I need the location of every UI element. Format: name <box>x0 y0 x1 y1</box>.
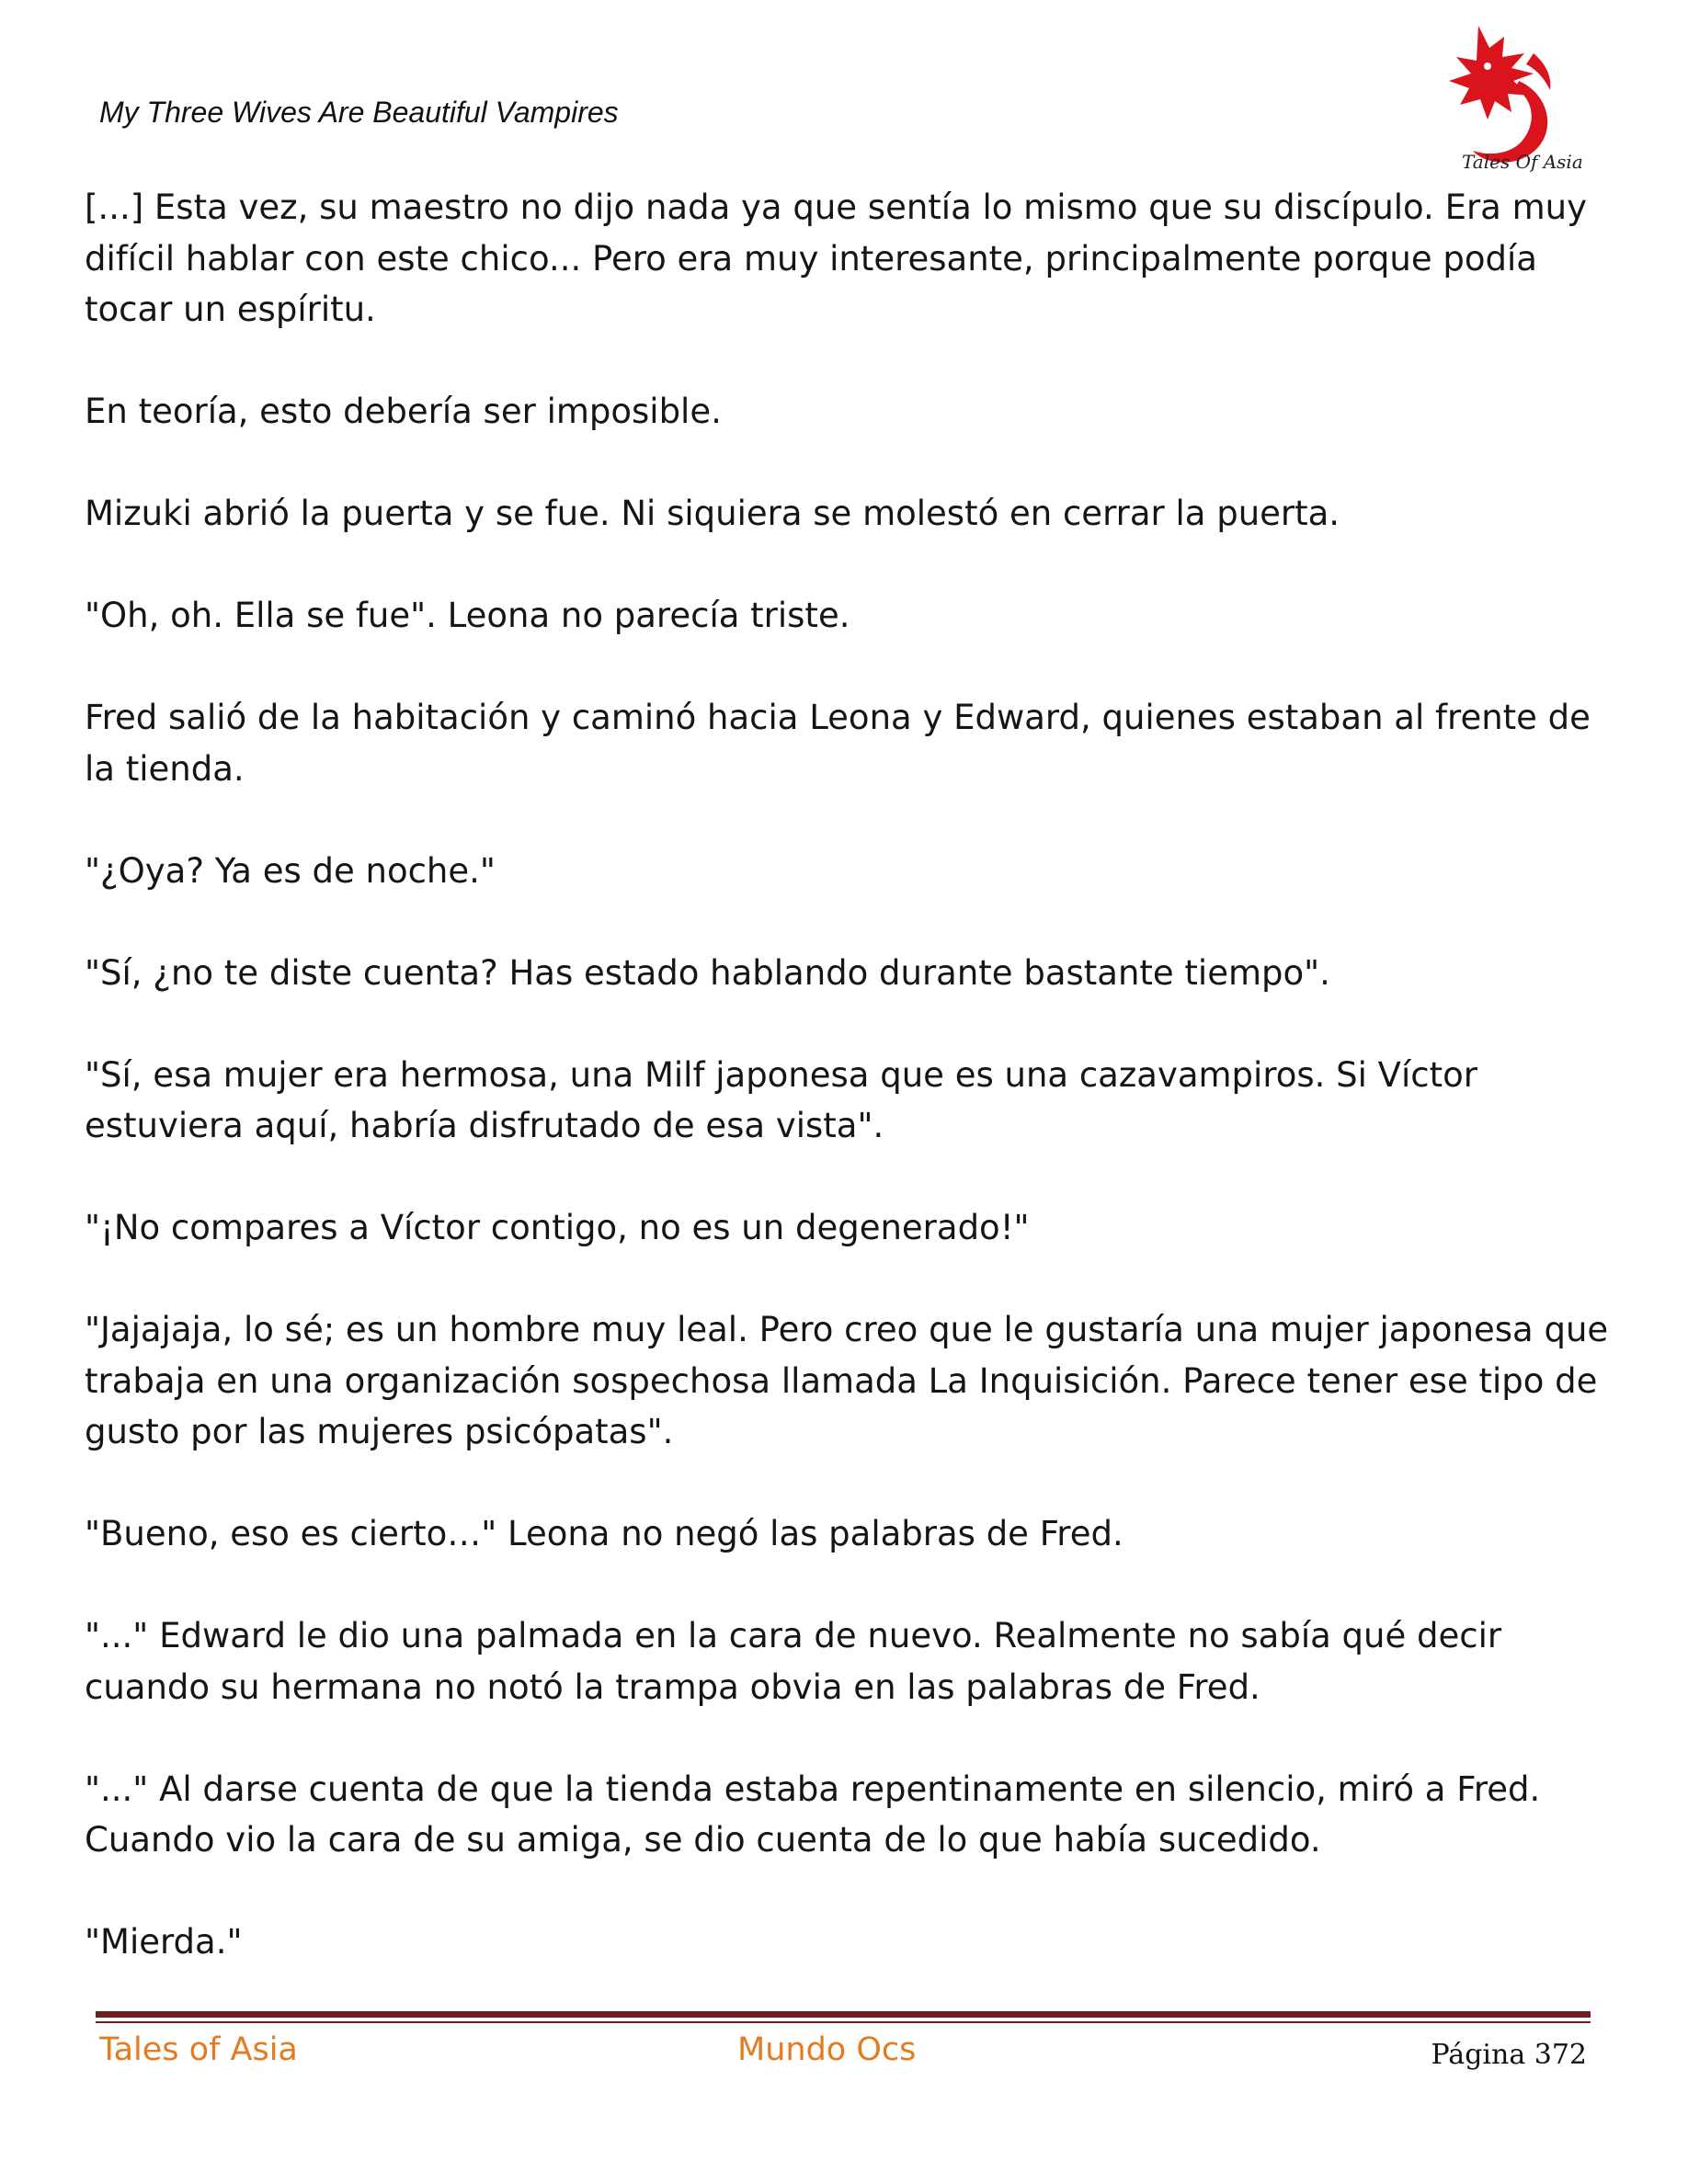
footer-divider-thin <box>96 2021 1591 2023</box>
paragraph: Fred salió de la habitación y caminó hacia Leona y Edward, quienes estaban al frente de la tienda. <box>85 698 1591 789</box>
document-header-title: My Three Wives Are Beautiful Vampires <box>99 96 619 129</box>
paragraph: "..." Al darse cuenta de que la tienda estaba repentinamente en silencio, miró a Fred. Cuando vio la cara de su amiga, se dio cuenta de lo que había sucedido. <box>85 1769 1541 1860</box>
paragraph: En teoría, esto debería ser imposible. <box>85 392 722 431</box>
paragraph: [...] Esta vez, su maestro no dijo nada ya que sentía lo mismo que su discípulo. Era muy difícil hablar con este chico... Pero era muy interesante, principalmente porque podía tocar un espíritu. <box>85 188 1587 329</box>
paragraph: "Oh, oh. Ella se fue". Leona no parecía triste. <box>85 596 850 635</box>
paragraph: "..." Edward le dio una palmada en la cara de nuevo. Realmente no sabía qué decir cuando su hermana no notó la trampa obvia en las palabras de Fred. <box>85 1616 1502 1707</box>
paragraph: "Sí, ¿no te diste cuenta? Has estado hablando durante bastante tiempo". <box>85 952 1330 993</box>
paragraph: "¿Oya? Ya es de noche." <box>85 850 496 891</box>
paragraph: Mizuki abrió la puerta y se fue. Ni siquiera se molestó en cerrar la puerta. <box>85 494 1340 533</box>
logo-wordmark: Tales Of Asia <box>1462 151 1583 173</box>
footer-divider <box>96 2011 1591 2018</box>
page-number: Página 372 <box>1431 2039 1587 2071</box>
paragraph: "Jajajaja, lo sé; es un hombre muy leal. Pero creo que le gustaría una mujer japonesa que trabaja en una organización sospechosa llamada La Inquisición. Parece tener ese tipo de gusto por las mujeres psicópatas". <box>85 1310 1609 1451</box>
paragraph: "Sí, esa mujer era hermosa, una Milf japonesa que es una cazavampiros. Si Víctor estuviera aquí, habría disfrutado de esa vista". <box>85 1054 1477 1145</box>
paragraph: "Mierda." <box>85 1922 243 1962</box>
footer-publisher: Tales of Asia <box>99 2031 298 2068</box>
paragraph: "Bueno, eso es cierto…" Leona no negó las palabras de Fred. <box>85 1514 1123 1553</box>
footer-translator: Mundo Ocs <box>737 2031 917 2068</box>
paragraph: "¡No compares a Víctor contigo, no es un degenerado!" <box>85 1208 1030 1247</box>
chapter-body <box>85 182 1611 2019</box>
